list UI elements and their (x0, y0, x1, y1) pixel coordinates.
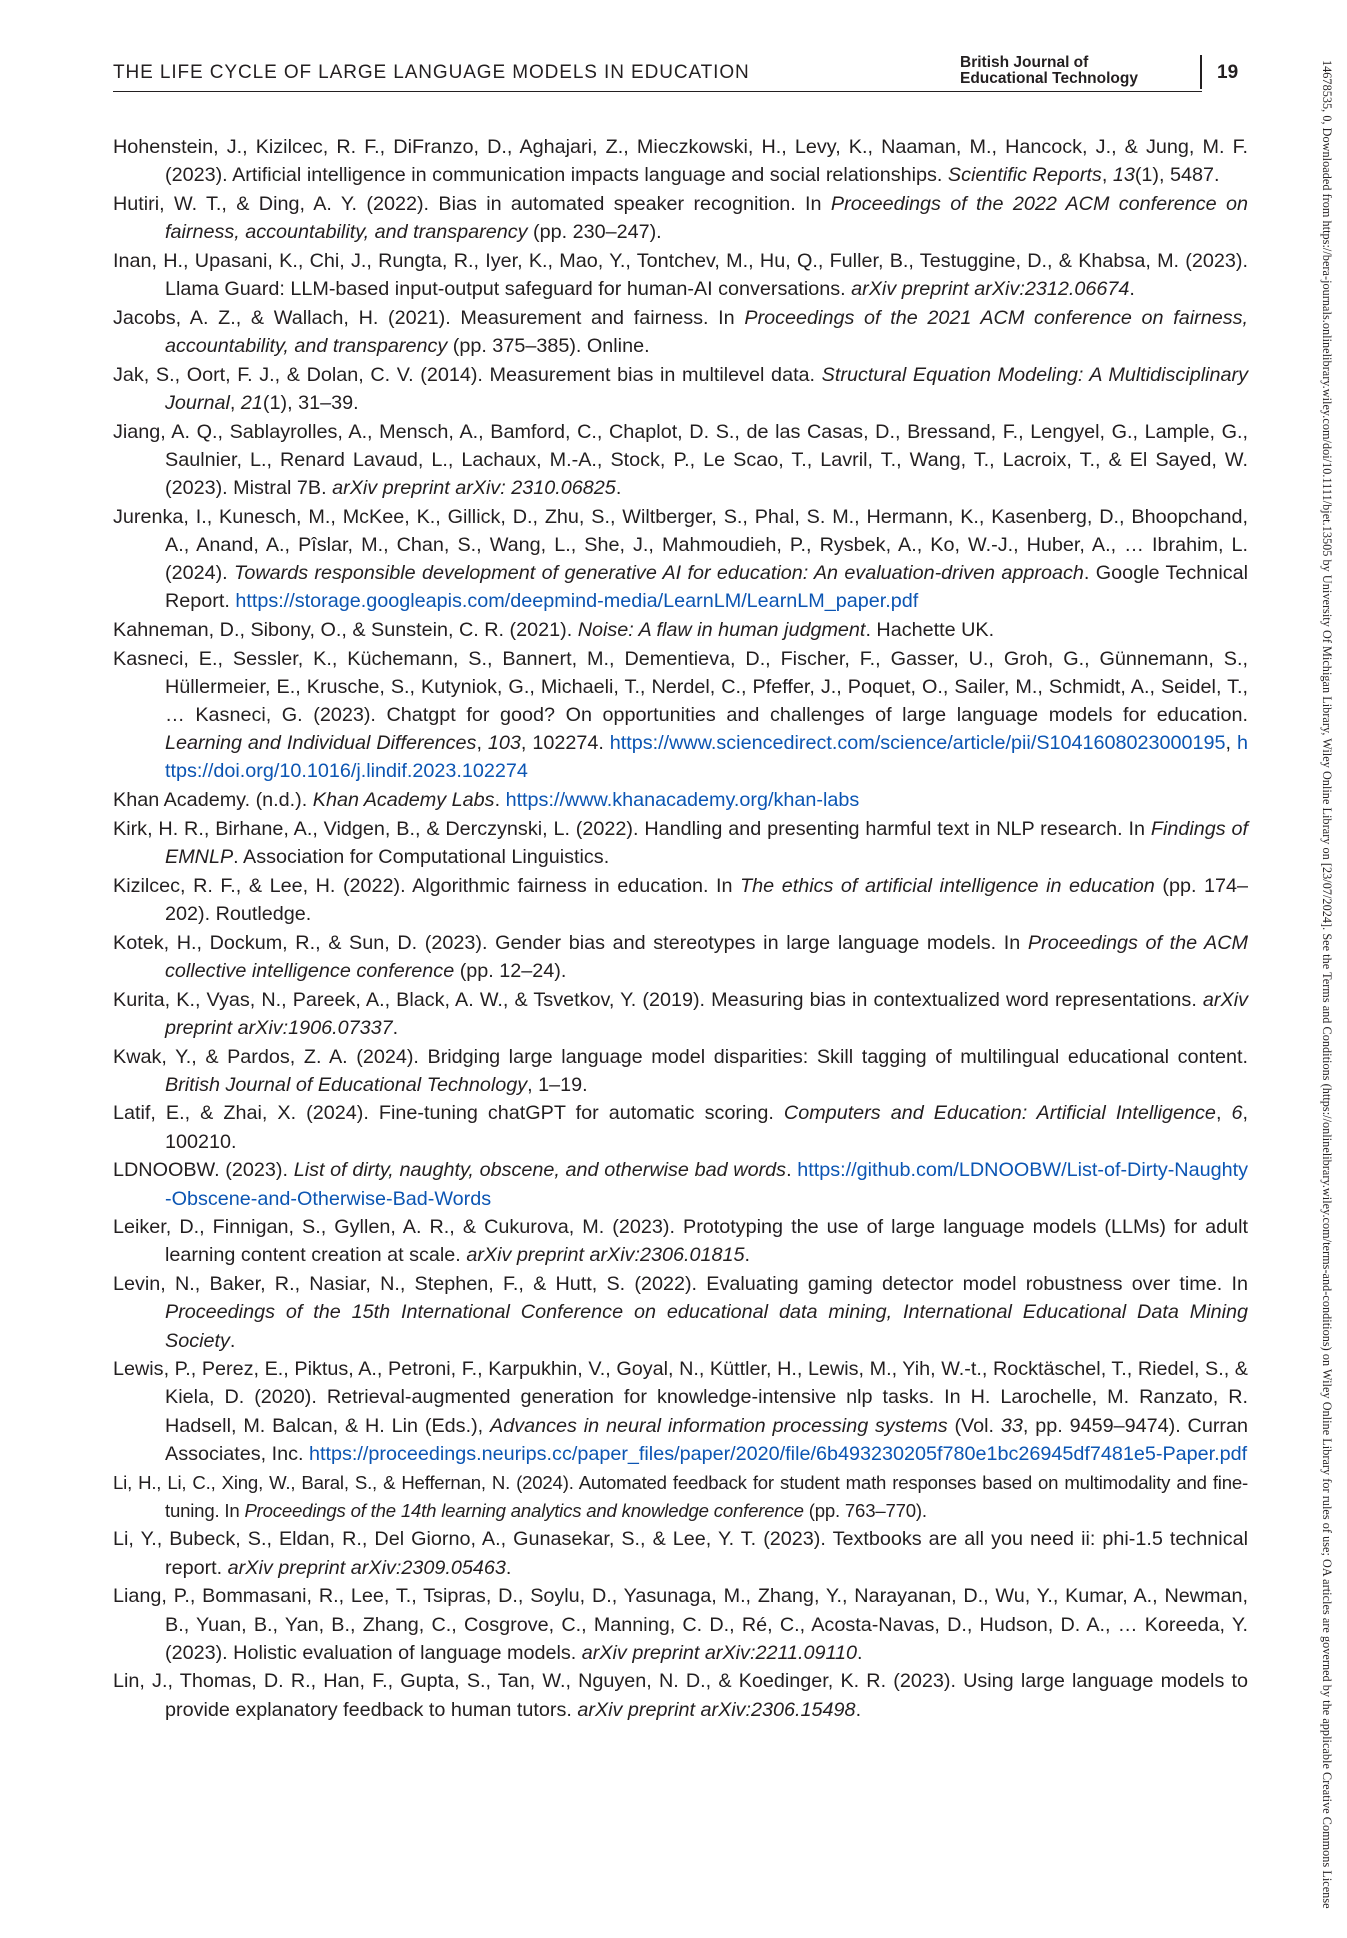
reference-text: Hohenstein, J., Kizilcec, R. F., DiFranzo, D., Aghajari, Z., Mieczkowski, H., Levy, K., Naaman, M., Hancock, J., & Jung, M. F. (2023). Artificial intelligence in communication impacts language and social relationships. (113, 136, 1248, 187)
reference-text: Latif, E., & Zhai, X. (2024). Fine-tuning chatGPT for automatic scoring. (113, 1102, 784, 1125)
journal-name (960, 55, 1138, 87)
reference-text: . (786, 1159, 798, 1182)
reference-italic-text: Scientific Reports (947, 164, 1102, 187)
reference-text: . (1129, 278, 1135, 301)
reference-italic-text: arXiv preprint arXiv:2306.01815 (466, 1244, 745, 1267)
reference-italic-text: 103 (487, 732, 521, 755)
reference-text: Lin, J., Thomas, D. R., Han, F., Gupta, S., Tan, W., Nguyen, N. D., & Koedinger, K. R. (2023). Using large language models to provide explanatory feedback to human tutors. (113, 1670, 1248, 1721)
download-notice (1314, 60, 1336, 1920)
reference-text: (pp. 12–24). (454, 959, 567, 982)
reference-text: Khan Academy. (n.d.). (113, 789, 313, 812)
reference-link[interactable]: https://www.sciencedirect.com/science/article/pii/S1041608023000195 (609, 732, 1226, 755)
reference-text: , pp. 9459–9474). Curran Associates, Inc. (165, 1414, 1249, 1465)
reference-text: Leiker, D., Finnigan, S., Gyllen, A. R., & Cukurova, M. (2023). Prototyping the use of large language models (LLMs) for adult learning content creation at scale. (113, 1216, 1248, 1267)
reference-text: , (1225, 732, 1237, 755)
reference-italic-text: Structural Equation Modeling: A Multidisciplinary Journal (165, 363, 1248, 414)
reference-text: , 100210. (165, 1102, 1248, 1153)
running-title: THE LIFE CYCLE OF LARGE LANGUAGE MODELS IN EDUCATION (113, 62, 750, 83)
reference-italic-text: The ethics of artificial intelligence in education (740, 874, 1155, 897)
reference-text: . Hachette UK. (865, 618, 995, 641)
reference-italic-text: List of dirty, naughty, obscene, and otherwise bad words (293, 1159, 787, 1182)
reference-text: Inan, H., Upasani, K., Chi, J., Rungta, R., Iyer, K., Mao, Y., Tontchev, M., Hu, Q., Fuller, B., Testuggine, D., & Khabsa, M. (2023). Llama Guard: LLM-based input-output safeguard for human-AI conversations. (113, 249, 1248, 301)
reference-entry (113, 616, 1248, 644)
reference-text: , (1215, 1102, 1232, 1125)
reference-entry (113, 872, 1248, 928)
reference-entry (113, 133, 1248, 189)
reference-text: Kasneci, E., Sessler, K., Küchemann, S., Bannert, M., Dementieva, D., Fischer, F., Gasser, U., Groh, G., Günnemann, S., Hüllermeier, E., Krusche, S., Kutyniok, G., Michaeli, T., Nerdel, C., Pfeffer, J., Poquet, O., Sailer, M., Schmidt, A., Seidel, T., … Kasneci, G. (2023). Chatgpt for good? On opportunities and challenges of large language models for education. (113, 647, 1248, 727)
reference-entry (113, 929, 1248, 985)
reference-text: , (229, 391, 241, 414)
journal-name-line-2: Educational Technology (960, 70, 1138, 87)
reference-italic-text: Noise: A flaw in human judgment (577, 618, 866, 641)
reference-entry (113, 503, 1248, 616)
reference-text: Levin, N., Baker, R., Nasiar, N., Stephen, F., & Hutt, S. (2022). Evaluating gaming detector model robustness over time. In (113, 1273, 1248, 1296)
reference-italic-text: 21 (240, 391, 263, 414)
reference-text: . Google Technical Report. (165, 562, 1248, 613)
reference-text: Liang, P., Bommasani, R., Lee, T., Tsipras, D., Soylu, D., Yasunaga, M., Zhang, Y., Narayanan, D., Wu, Y., Kumar, A., Newman, B., Yuan, B., Yan, B., Zhang, C., Cosgrove, C., Manning, C. D., Ré, C., Acosta-Navas, D., Hudson, D. A., … Koreeda, Y. (2023). Holistic evaluation of language models. (113, 1585, 1248, 1664)
page-header (113, 55, 1248, 95)
reference-entry (113, 815, 1248, 871)
reference-text: Jacobs, A. Z., & Wallach, H. (2021). Measurement and fairness. In (113, 306, 745, 329)
reference-entry (113, 1667, 1248, 1723)
reference-italic-text: Computers and Education: Artificial Intelligence (783, 1102, 1216, 1125)
reference-text: Hutiri, W. T., & Ding, A. Y. (2022). Bias in automated speaker recognition. In (113, 192, 831, 215)
reference-link[interactable]: https://doi.org/10.1016/j.lindif.2023.102274 (165, 732, 1248, 783)
reference-link[interactable]: https://www.khanacademy.org/khan-labs (505, 789, 860, 812)
reference-entry (113, 418, 1248, 503)
reference-text: . Association for Computational Linguistics. (233, 846, 610, 869)
reference-italic-text: Proceedings of the 2021 ACM conference on fairness, accountability, and transparency (165, 306, 1249, 357)
reference-entry (113, 1469, 1248, 1525)
reference-text: . (494, 789, 506, 812)
header-divider (1200, 55, 1202, 89)
reference-italic-text: Findings of EMNLP (165, 817, 1248, 869)
reference-text: LDNOOBW. (2023). (113, 1159, 294, 1182)
reference-text: (pp. 174–202). Routledge. (165, 874, 1248, 925)
reference-entry (113, 1043, 1248, 1099)
reference-text: Kotek, H., Dockum, R., & Sun, D. (2023). Gender bias and stereotypes in large language models. In (113, 931, 1028, 954)
reference-italic-text: arXiv preprint arXiv:2309.05463 (227, 1556, 506, 1579)
reference-text: (1), 31–39. (262, 391, 359, 414)
reference-text: (Vol. (947, 1414, 1001, 1437)
reference-entry (113, 786, 1248, 814)
reference-italic-text: arXiv preprint arXiv:1906.07337 (165, 988, 1248, 1039)
reference-text: Lewis, P., Perez, E., Piktus, A., Petroni, F., Karpukhin, V., Goyal, N., Küttler, H., Lewis, M., Yih, W.-t., Rocktäschel, T., Riedel, S., & Kiela, D. (2020). Retrieval-augmented generation for knowledge-intensive nlp tasks. In H. Larochelle, M. Ranzato, R. Hadsell, M. Balcan, & H. Lin (Eds.), (113, 1358, 1248, 1437)
reference-entry (113, 1099, 1248, 1155)
reference-text: (pp. 763–770). (803, 1499, 927, 1521)
reference-entry (113, 1582, 1248, 1667)
reference-text: . (615, 476, 622, 499)
reference-italic-text: 33 (1000, 1414, 1023, 1437)
reference-italic-text: arXiv preprint arXiv:2211.09110 (581, 1641, 858, 1664)
reference-text: Kizilcec, R. F., & Lee, H. (2022). Algorithmic fairness in education. In (113, 874, 741, 897)
reference-text: . (229, 1329, 236, 1352)
reference-text: . (855, 1698, 862, 1721)
reference-entry (113, 1213, 1248, 1269)
reference-italic-text: Proceedings of the 2022 ACM conference on fairness, accountability, and transparency (165, 192, 1248, 244)
reference-list (113, 133, 1248, 1724)
reference-text: Li, Y., Bubeck, S., Eldan, R., Del Giorno, A., Gunasekar, S., & Lee, Y. T. (2023). Textbooks are all you need ii: phi-1.5 technical report. (113, 1528, 1248, 1579)
reference-italic-text: arXiv preprint arXiv:2306.15498 (577, 1698, 856, 1721)
reference-text: Kirk, H. R., Birhane, A., Vidgen, B., & Derczynski, L. (2022). Handling and presenting harmful text in NLP research. In (113, 817, 1151, 840)
reference-italic-text: Advances in neural information processing systems (490, 1414, 948, 1437)
reference-italic-text: 6 (1231, 1102, 1243, 1125)
reference-link[interactable]: https://proceedings.neurips.cc/paper_files/paper/2020/file/6b493230205f780e1bc26945df7481e5-Paper.pdf (309, 1442, 1248, 1465)
reference-text: , 102274. (520, 732, 610, 755)
reference-italic-text: arXiv preprint arXiv:2312.06674 (851, 278, 1130, 301)
reference-entry (113, 986, 1248, 1042)
header-rule (113, 91, 1202, 92)
reference-italic-text: Proceedings of the ACM collective intelligence conference (165, 931, 1248, 982)
reference-text: Jak, S., Oort, F. J., & Dolan, C. V. (2014). Measurement bias in multilevel data. (113, 363, 822, 386)
reference-italic-text: 13 (1112, 164, 1135, 187)
reference-text: , (1101, 164, 1113, 187)
reference-text: , (476, 732, 488, 755)
reference-italic-text: Learning and Individual Differences (165, 732, 477, 755)
reference-entry (113, 1355, 1248, 1468)
reference-text: Kurita, K., Vyas, N., Pareek, A., Black, A. W., & Tsvetkov, Y. (2019). Measuring bias in contextualized word representations. (113, 988, 1203, 1011)
reference-text: Li, H., Li, C., Xing, W., Baral, S., & Heffernan, N. (2024). Automated feedback for student math responses based on multimodality and fine-tuning. In (113, 1471, 1248, 1521)
reference-entry (113, 1525, 1248, 1581)
journal-name-line-1: British Journal of (960, 54, 1089, 71)
reference-entry (113, 645, 1248, 786)
reference-entry (113, 247, 1248, 303)
reference-text: , 1–19. (527, 1073, 588, 1096)
page-number: 19 (1217, 62, 1239, 83)
reference-text: (pp. 230–247). (527, 221, 662, 244)
reference-text: Jurenka, I., Kunesch, M., McKee, K., Gillick, D., Zhu, S., Wiltberger, S., Phal, S. M., Hermann, K., Kasenberg, D., Bhoopchand, A., Anand, A., Pîslar, M., Chan, S., Wang, L., She, J., Mahmoudieh, P., Rysbek, A., Ko, W.-J., Huber, A., … Ibrahim, L. (2024). (113, 505, 1248, 585)
reference-text: . (857, 1641, 863, 1664)
reference-text: (pp. 375–385). Online. (447, 334, 650, 357)
reference-italic-text: arXiv preprint arXiv: 2310.06825 (332, 476, 616, 499)
reference-italic-text: Towards responsible development of generative AI for education: An evaluation-driven approach (234, 562, 1084, 585)
reference-text: Kahneman, D., Sibony, O., & Sunstein, C. R. (2021). (113, 618, 578, 641)
reference-text: . (744, 1244, 751, 1267)
reference-text: Kwak, Y., & Pardos, Z. A. (2024). Bridging large language model disparities: Skill tagging of multilingual educational content. (113, 1045, 1248, 1068)
reference-link[interactable]: https://github.com/LDNOOBW/List-of-Dirty-Naughty-Obscene-and-Otherwise-Bad-Words (165, 1159, 1248, 1210)
reference-italic-text: Proceedings of the 14th learning analytics and knowledge conference (244, 1499, 804, 1521)
reference-link[interactable]: https://storage.googleapis.com/deepmind-media/LearnLM/LearnLM_paper.pdf (235, 590, 919, 613)
download-notice-text: 14678535, 0, Downloaded from https://bera-journals.onlinelibrary.wiley.com/doi/10.1111/bjet.13505 by University Of Michigan Library, Wiley Online Library on [23/07/2024]. See the Terms and Conditions (https://onlinelibrary.wiley.com/terms-and-conditions) on Wiley Online Library for rules of use; OA articles are governed by the applicable Creative Commons License (1320, 60, 1334, 1909)
reference-italic-text: Khan Academy Labs (312, 789, 495, 812)
reference-entry (113, 190, 1248, 246)
reference-text: (1), 5487. (1134, 164, 1220, 187)
reference-italic-text: Proceedings of the 15th International Conference on educational data mining, International Educational Data Mining Society (165, 1301, 1248, 1352)
reference-entry (113, 304, 1248, 360)
reference-text: . (505, 1556, 512, 1579)
reference-text: . (392, 1016, 399, 1039)
reference-entry (113, 361, 1248, 417)
reference-italic-text: British Journal of Educational Technology (165, 1073, 528, 1096)
reference-entry (113, 1156, 1248, 1212)
reference-entry (113, 1270, 1248, 1355)
reference-text: Jiang, A. Q., Sablayrolles, A., Mensch, A., Bamford, C., Chaplot, D. S., de las Casas, D., Bressand, F., Lengyel, G., Lample, G., Saulnier, L., Renard Lavaud, L., Lachaux, M.-A., Stock, P., Le Scao, T., Lavril, T., Wang, T., Lacroix, T., & El Sayed, W. (2023). Mistral 7B. (113, 420, 1248, 499)
